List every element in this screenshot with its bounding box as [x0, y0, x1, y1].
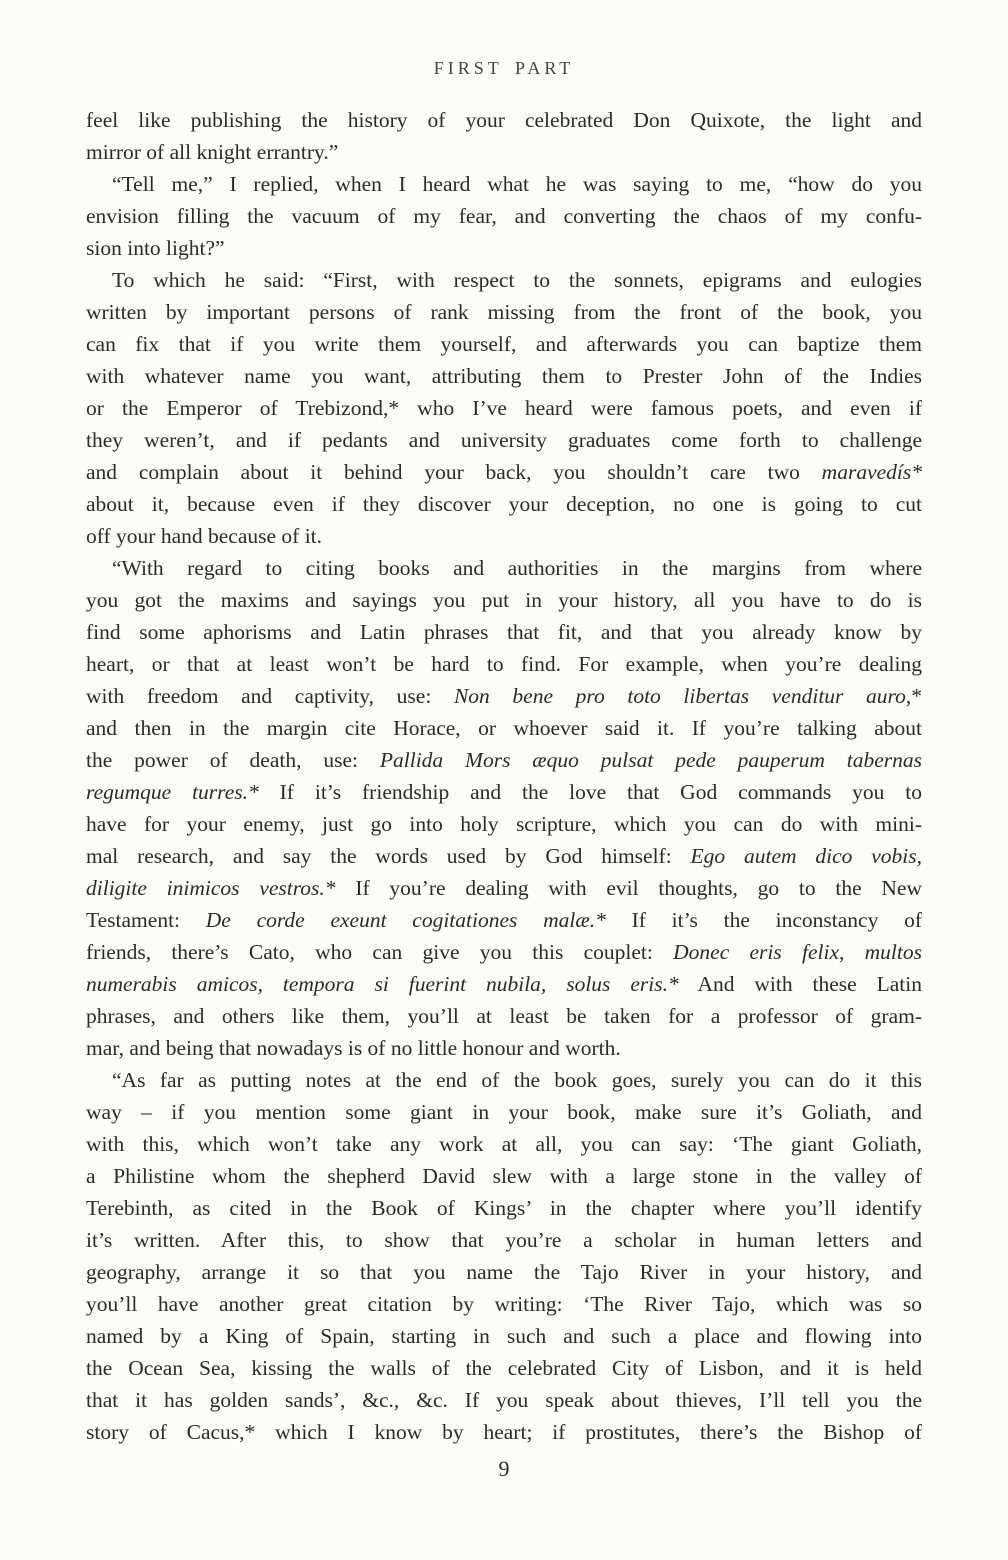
- text-line: [86, 648, 922, 680]
- text-line: [86, 488, 922, 520]
- text-run: with whatever name you want, attributing them to Prester John of the Indies: [86, 364, 922, 388]
- text-line: [86, 264, 922, 296]
- text-line: [86, 680, 922, 712]
- text-run: ,: [839, 940, 865, 964]
- text-run: “As far as putting notes at the end of the book goes, surely you can do it this: [112, 1068, 922, 1092]
- italic-text-run: Donec eris felix: [673, 940, 840, 964]
- text-run: If it’s friendship and the love that God commands you to: [258, 780, 922, 804]
- text-run: and complain about it behind your back, you shouldn’t care two: [86, 460, 822, 484]
- text-line: [86, 424, 922, 456]
- text-line: [86, 808, 922, 840]
- text-line: [86, 1160, 922, 1192]
- text-run: or the Emperor of Trebizond,* who I’ve heard were famous poets, and even if: [86, 396, 922, 420]
- text-line: [86, 1288, 922, 1320]
- text-line: [86, 360, 922, 392]
- text-line: [86, 968, 922, 1000]
- italic-text-run: multos: [864, 940, 922, 964]
- text-line: [86, 1032, 922, 1064]
- text-line: [86, 1000, 922, 1032]
- italic-text-run: Pallida Mors æquo pulsat pede pauperum tabernas: [379, 748, 922, 772]
- text-run: you got the maxims and sayings you put in your history, all you have to do is: [86, 588, 922, 612]
- text-run: sion into light?”: [86, 236, 225, 260]
- text-line: [86, 456, 922, 488]
- text-run: If you’re dealing with evil thoughts, go to the New: [335, 876, 922, 900]
- text-run: And with these Latin: [678, 972, 922, 996]
- text-line: [86, 1256, 922, 1288]
- text-line: [86, 1096, 922, 1128]
- text-line: [86, 1224, 922, 1256]
- text-line: [86, 776, 922, 808]
- text-run: it’s written. After this, to show that you’re a scholar in human letters and: [86, 1228, 922, 1252]
- text-run: that it has golden sands’, &c., &c. If you speak about thieves, I’ll tell you the: [86, 1388, 922, 1412]
- text-run: you’ll have another great citation by writing: ‘The River Tajo, which was so: [86, 1292, 922, 1316]
- italic-text-run: numerabis amicos, tempora si fuerint nubila, solus eris.*: [86, 972, 679, 996]
- text-run: named by a King of Spain, starting in such and such a place and flowing into: [86, 1324, 922, 1348]
- page-number: 9: [498, 1456, 510, 1481]
- text-run: feel like publishing the history of your celebrated Don Quixote, the light and: [86, 108, 922, 132]
- italic-text-run: De corde exeunt cogitationes malæ.*: [205, 908, 606, 932]
- text-line: [86, 296, 922, 328]
- text-run: a Philistine whom the shepherd David slew with a large stone in the valley of: [86, 1164, 922, 1188]
- text-line: [86, 232, 922, 264]
- text-line: [86, 1352, 922, 1384]
- text-run: they weren’t, and if pedants and university graduates come forth to challenge: [86, 428, 922, 452]
- text-line: [86, 200, 922, 232]
- text-run: find some aphorisms and Latin phrases that fit, and that you already know by: [86, 620, 922, 644]
- text-line: [86, 392, 922, 424]
- text-run: Terebinth, as cited in the Book of Kings’ in the chapter where you’ll identify: [86, 1196, 922, 1220]
- text-line: [86, 1320, 922, 1352]
- text-run: “Tell me,” I replied, when I heard what he was saying to me, “how do you: [112, 172, 922, 196]
- text-run: way – if you mention some giant in your book, make sure it’s Goliath, and: [86, 1100, 922, 1124]
- text-run: off your hand because of it.: [86, 524, 323, 548]
- text-line: [86, 104, 922, 136]
- text-run: phrases, and others like them, you’ll at least be taken for a professor of gram-: [86, 1004, 922, 1028]
- text-line: [86, 1064, 922, 1096]
- text-run: geography, arrange it so that you name the Tajo River in your history, and: [86, 1260, 922, 1284]
- text-line: [86, 840, 922, 872]
- text-run: mar, and being that nowadays is of no little honour and worth.: [86, 1036, 621, 1060]
- text-run: ,*: [905, 684, 922, 708]
- text-line: [86, 744, 922, 776]
- text-run: with freedom and captivity, use:: [86, 684, 454, 708]
- text-run: with this, which won’t take any work at all, you can say: ‘The giant Goliath,: [86, 1132, 922, 1156]
- text-line: [86, 1128, 922, 1160]
- text-run: and then in the margin cite Horace, or whoever said it. If you’re talking about: [86, 716, 922, 740]
- text-line: [86, 328, 922, 360]
- italic-text-run: maravedís*: [821, 460, 922, 484]
- text-run: envision filling the vacuum of my fear, and converting the chaos of my confu-: [86, 204, 922, 228]
- text-line: [86, 168, 922, 200]
- text-line: [86, 712, 922, 744]
- text-run: the power of death, use:: [86, 748, 380, 772]
- text-line: [86, 552, 922, 584]
- running-head: FIRST PART: [433, 58, 575, 78]
- text-run: friends, there’s Cato, who can give you this couplet:: [86, 940, 674, 964]
- italic-text-run: Non bene pro toto libertas venditur auro: [453, 684, 906, 708]
- italic-text-run: regumque turres.*: [86, 780, 259, 804]
- text-run: about it, because even if they discover your deception, no one is going to cut: [86, 492, 922, 516]
- text-run: Testament:: [86, 908, 206, 932]
- italic-text-run: Ego autem dico vobis,: [690, 844, 922, 868]
- text-run: heart, or that at least won’t be hard to find. For example, when you’re dealing: [86, 652, 922, 676]
- text-run: “With regard to citing books and authorities in the margins from where: [112, 556, 922, 580]
- text-run: mirror of all knight errantry.”: [86, 140, 339, 164]
- text-run: can fix that if you write them yourself, and afterwards you can baptize them: [86, 332, 922, 356]
- text-run: written by important persons of rank missing from the front of the book, you: [86, 300, 922, 324]
- text-line: [86, 1192, 922, 1224]
- text-line: [86, 584, 922, 616]
- text-line: [86, 1416, 922, 1448]
- text-run: have for your enemy, just go into holy scripture, which you can do with mini-: [86, 812, 922, 836]
- text-line: [86, 936, 922, 968]
- text-run: To which he said: “First, with respect to the sonnets, epigrams and eulogies: [112, 268, 922, 292]
- body-text: [86, 104, 922, 1448]
- text-run: mal research, and say the words used by God himself:: [86, 844, 691, 868]
- text-line: [86, 136, 922, 168]
- text-run: If it’s the inconstancy of: [605, 908, 922, 932]
- italic-text-run: diligite inimicos vestros.*: [86, 876, 336, 900]
- text-line: [86, 1384, 922, 1416]
- text-line: [86, 872, 922, 904]
- text-run: story of Cacus,* which I know by heart; if prostitutes, there’s the Bishop of: [86, 1420, 922, 1444]
- text-line: [86, 904, 922, 936]
- text-run: the Ocean Sea, kissing the walls of the celebrated City of Lisbon, and it is held: [86, 1356, 922, 1380]
- text-line: [86, 520, 922, 552]
- text-line: [86, 616, 922, 648]
